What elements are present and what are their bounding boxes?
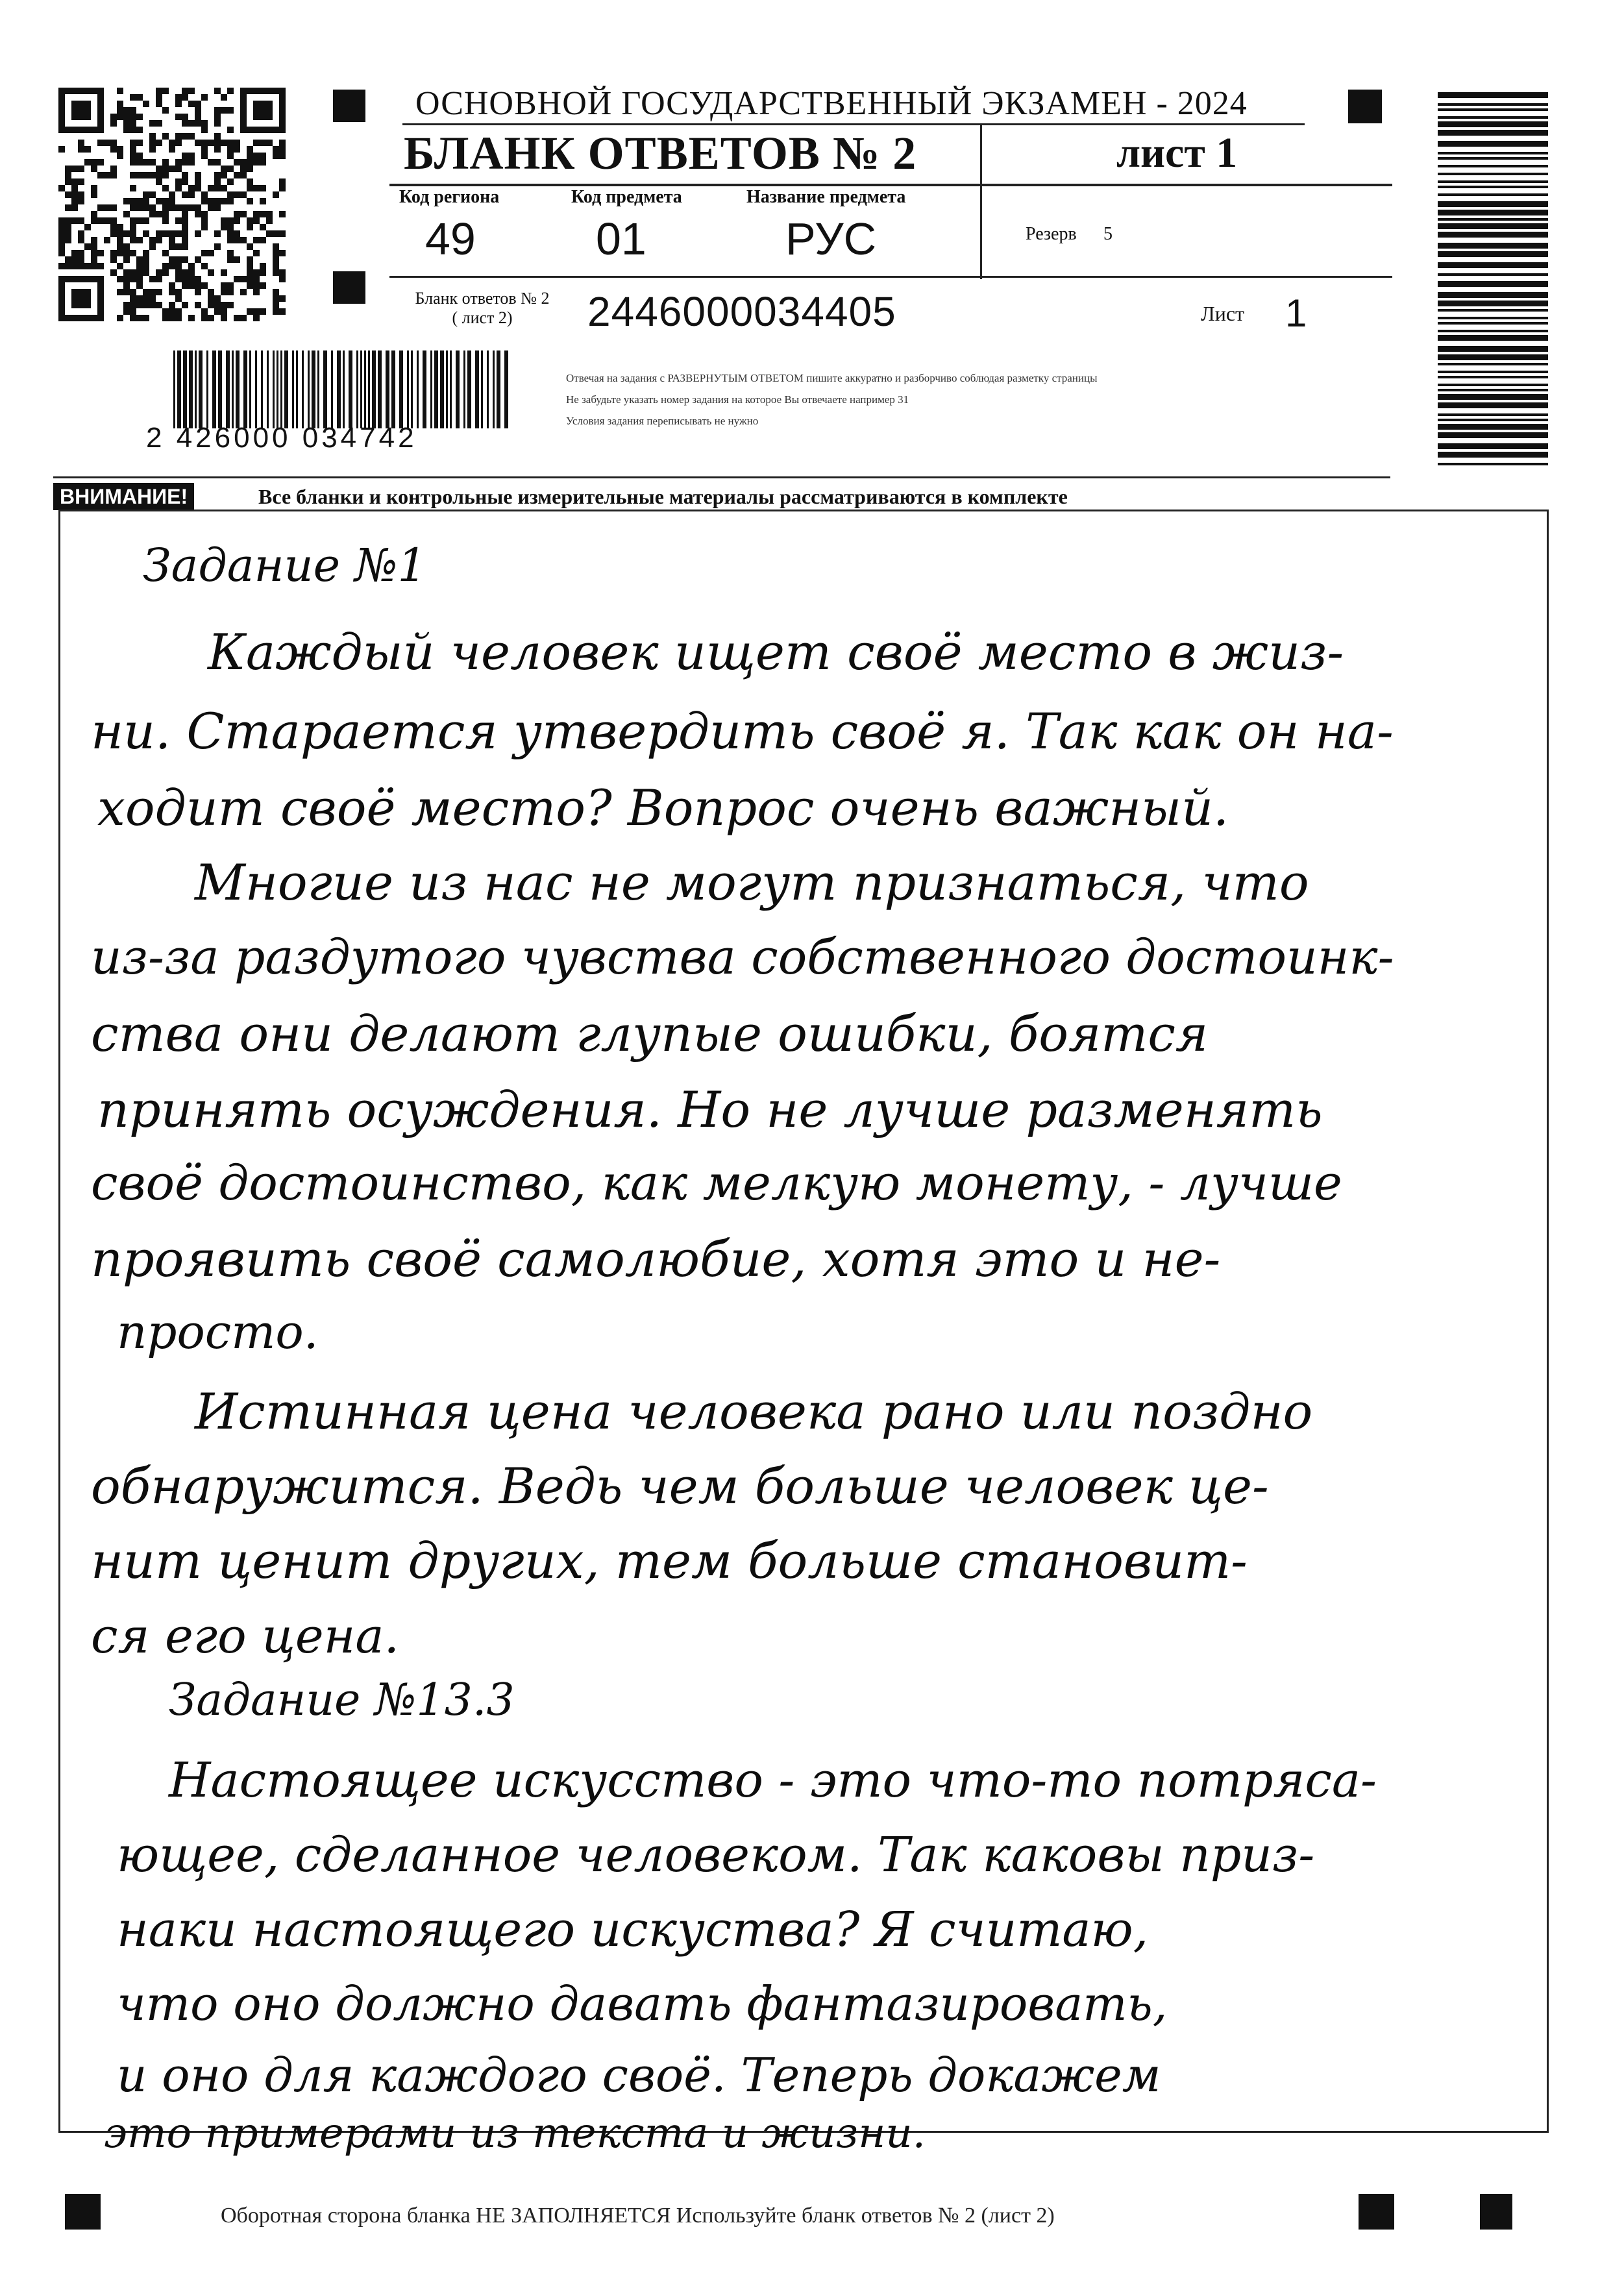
handwritten-answer bbox=[91, 539, 1532, 2157]
reserve-value: 5 bbox=[1103, 224, 1113, 244]
handwritten-line: проявить своё самолюбие, хотя это и не- bbox=[91, 1230, 1221, 1288]
list-value: 1 bbox=[1285, 291, 1307, 335]
divider bbox=[389, 276, 1392, 278]
divider bbox=[402, 123, 1305, 125]
form-title: БЛАНК ОТВЕТОВ № 2 bbox=[404, 127, 917, 179]
handwritten-line: ни. Старается утвердить своё я. Так как он на- bbox=[91, 702, 1394, 760]
attention-text: Все бланки и контрольные измерительные материалы рассматриваются в комплекте bbox=[258, 485, 1068, 508]
divider bbox=[53, 476, 1390, 478]
instructions bbox=[566, 367, 1390, 432]
qr-code bbox=[58, 88, 286, 321]
instruction-line: Отвечая на задания с РАЗВЕРНУТЫМ ОТВЕТОМ пишите аккуратно и разборчиво соблюдая разметку страницы bbox=[566, 372, 1098, 384]
blank-reference-line: Бланк ответов № 2 bbox=[415, 289, 550, 308]
region-code-value: 49 bbox=[425, 214, 476, 264]
handwritten-line: просто. bbox=[117, 1305, 319, 1359]
registration-mark bbox=[333, 271, 365, 304]
blank-reference-line: ( лист 2) bbox=[452, 308, 513, 327]
handwritten-line: Многие из нас не могут признаться, что bbox=[195, 854, 1309, 911]
attention-badge: ВНИМАНИЕ! bbox=[53, 483, 194, 510]
registration-mark bbox=[1359, 2194, 1394, 2230]
blank-reference bbox=[391, 289, 573, 328]
handwritten-line: ся его цена. bbox=[91, 1608, 400, 1664]
region-code-label: Код региона bbox=[399, 187, 500, 207]
handwritten-line: Задание №1 bbox=[143, 539, 427, 592]
registration-mark bbox=[1480, 2194, 1512, 2230]
subject-code-value: 01 bbox=[596, 214, 646, 264]
handwritten-line: что оно должно давать фантазировать, bbox=[117, 1976, 1168, 2031]
handwritten-line: это примерами из текста и жизни. bbox=[104, 2109, 926, 2157]
reserve-label: Резерв bbox=[1026, 224, 1077, 244]
handwritten-line: ства они делают глупые ошибки, боятся bbox=[91, 1005, 1209, 1063]
handwritten-line: Задание №13.3 bbox=[169, 1675, 515, 1726]
handwritten-line: и оно для каждого своё. Теперь докажем bbox=[117, 2048, 1161, 2102]
vertical-barcode bbox=[1438, 91, 1548, 467]
subject-code-label: Код предмета bbox=[571, 187, 682, 207]
handwritten-line: своё достоинство, как мелкую монету, - лучше bbox=[91, 1155, 1342, 1211]
instruction-line: Не забудьте указать номер задания на которое Вы отвечаете например 31 bbox=[566, 393, 909, 406]
exam-title: ОСНОВНОЙ ГОСУДАРСТВЕННЫЙ ЭКЗАМЕН - 2024 bbox=[415, 85, 1248, 122]
divider bbox=[389, 184, 1392, 186]
sheet-label: лист 1 bbox=[1116, 129, 1238, 177]
handwritten-line: принять осуждения. Но не лучше разменять bbox=[97, 1081, 1323, 1138]
handwritten-line: Каждый человек ищет своё место в жиз- bbox=[208, 623, 1344, 681]
footer-note: Оборотная сторона бланка НЕ ЗАПОЛНЯЕТСЯ Используйте бланк ответов № 2 (лист 2) bbox=[221, 2204, 1055, 2228]
handwritten-line: наки настоящего искуства? Я считаю, bbox=[117, 1902, 1149, 1958]
registration-mark bbox=[1348, 90, 1382, 123]
handwritten-line: Истинная цена человека рано или поздно bbox=[195, 1383, 1313, 1440]
registration-mark bbox=[65, 2194, 101, 2230]
registration-mark bbox=[333, 90, 365, 122]
handwritten-line: ходит своё место? Вопрос очень важный. bbox=[97, 779, 1229, 837]
subject-name-label: Название предмета bbox=[746, 187, 906, 207]
divider bbox=[980, 123, 982, 279]
barcode-digits: 2 426000 034742 bbox=[146, 422, 417, 454]
handwritten-line: Настоящее искусство - это что-то потряса- bbox=[169, 1752, 1377, 1808]
subject-name-value: РУС bbox=[785, 214, 877, 264]
handwritten-line: нит ценит других, тем больше становит- bbox=[91, 1532, 1248, 1590]
form-number: 2446000034405 bbox=[587, 288, 896, 335]
handwritten-line: из-за раздутого чувства собственного достоинк- bbox=[91, 929, 1394, 985]
list-label: Лист bbox=[1201, 302, 1245, 325]
horizontal-barcode bbox=[172, 350, 510, 428]
handwritten-line: обнаружится. Ведь чем больше человек це- bbox=[91, 1457, 1269, 1515]
instruction-line: Условия задания переписывать не нужно bbox=[566, 415, 759, 427]
handwritten-line: ющее, сделанное человеком. Так каковы приз- bbox=[117, 1827, 1315, 1883]
